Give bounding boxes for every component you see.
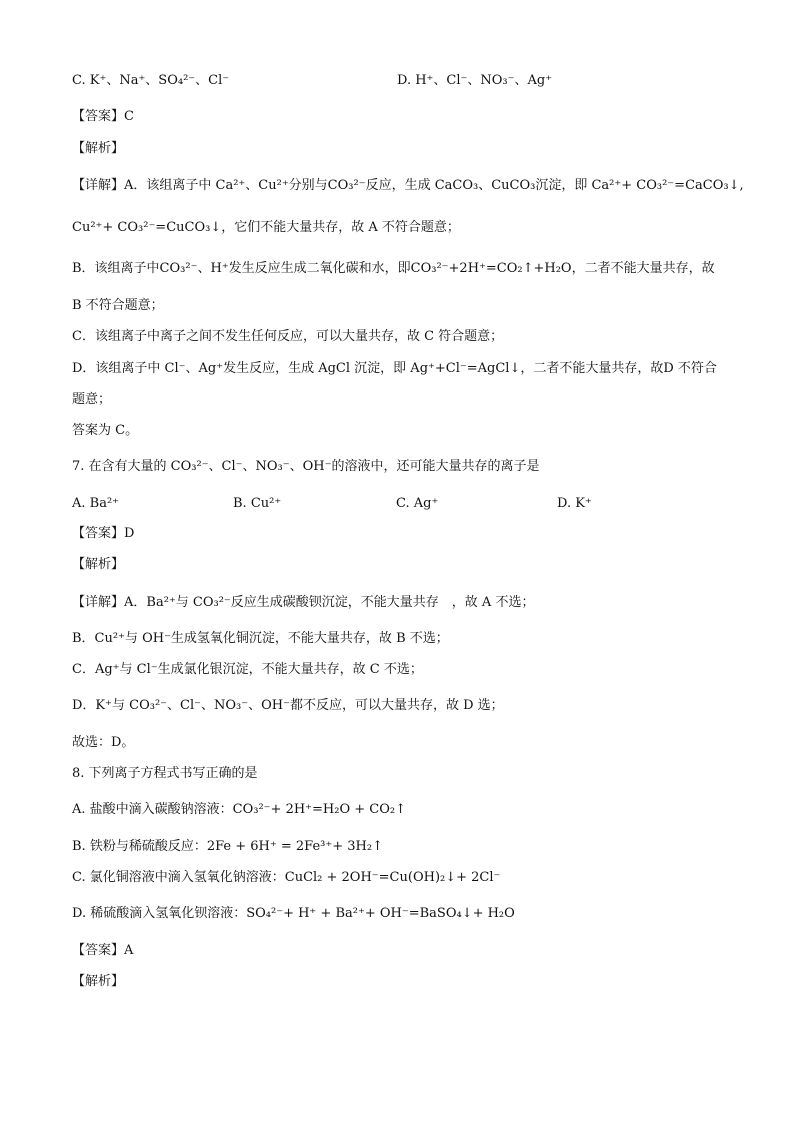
conclusion-line: 故选：D。 (72, 735, 135, 750)
answer-label: 【答案】A (72, 943, 134, 958)
explanation-line: Cu²⁺+ CO₃²⁻=CuCO₃↓，它们不能大量共存，故 A 不符合题意； (72, 220, 460, 235)
explanation-line: 题意； (72, 392, 112, 407)
answer-label: 【答案】C (72, 109, 134, 124)
explanation-line: B．Cu²⁺与 OH⁻生成氢氧化铜沉淀，不能大量共存，故 B 不选； (72, 631, 449, 646)
explanation-line: 【详解】A．该组离子中 Ca²⁺、Cu²⁺分别与CO₃²⁻反应，生成 CaCO₃、CuCO₃沉淀，即 Ca²⁺+ CO₃²⁻=CaCO₃↓, (72, 178, 744, 193)
explanation-line: B．该组离子中CO₃²⁻、H⁺发生反应生成二氧化碳和水，即CO₃²⁻+2H⁺=CO₂↑+H₂O，二者不能大量共存，故 (72, 261, 715, 276)
option-c-line: C. K⁺、Na⁺、SO₄²⁻、Cl⁻ (72, 73, 230, 88)
question-7-option-c: C. Ag⁺ (396, 496, 439, 511)
explanation-line: D．该组离子中 Cl⁻、Ag⁺发生反应，生成 AgCl 沉淀，即 Ag⁺+Cl⁻=AgCl↓，二者不能大量共存，故D 不符合 (72, 361, 717, 376)
explanation-line: B 不符合题意； (72, 298, 164, 313)
conclusion-line: 答案为 C。 (72, 423, 139, 438)
answer-label: 【答案】D (72, 526, 135, 541)
explanation-line: C．Ag⁺与 Cl⁻生成氯化银沉淀，不能大量共存，故 C 不选； (72, 662, 423, 677)
question-7-option-b: B. Cu²⁺ (233, 496, 282, 511)
analysis-label: 【解析】 (72, 557, 125, 572)
question-7-option-a: A. Ba²⁺ (72, 496, 120, 511)
question-8-option-c: C. 氯化铜溶液中滴入氢氧化钠溶液：CuCl₂ + 2OH⁻=Cu(OH)₂↓+ 2Cl⁻ (72, 870, 501, 885)
question-7-option-d: D. K⁺ (557, 496, 592, 511)
question-8-option-b: B. 铁粉与稀硫酸反应：2Fe + 6H⁺ = 2Fe³⁺+ 3H₂↑ (72, 839, 383, 854)
analysis-label: 【解析】 (72, 141, 125, 156)
explanation-line: D．K⁺与 CO₃²⁻、Cl⁻、NO₃⁻、OH⁻都不反应，可以大量共存，故 D 选； (72, 698, 504, 713)
question-7-stem: 7. 在含有大量的 CO₃²⁻、Cl⁻、NO₃⁻、OH⁻的溶液中，还可能大量共存的离子是 (72, 459, 540, 474)
analysis-label: 【解析】 (72, 974, 125, 989)
question-8-stem: 8. 下列离子方程式书写正确的是 (72, 766, 258, 781)
explanation-line: C．该组离子中离子之间不发生任何反应，可以大量共存，故 C 符合题意； (72, 329, 504, 344)
question-8-option-a: A. 盐酸中滴入碳酸钠溶液：CO₃²⁻+ 2H⁺=H₂O + CO₂↑ (72, 802, 407, 817)
explanation-line: 【详解】A．Ba²⁺与 CO₃²⁻反应生成碳酸钡沉淀，不能大量共存 ，故 A 不选； (72, 595, 535, 610)
option-d-line: D. H⁺、Cl⁻、NO₃⁻、Ag⁺ (397, 73, 553, 88)
question-8-option-d: D. 稀硫酸滴入氢氧化钡溶液：SO₄²⁻+ H⁺ + Ba²⁺+ OH⁻=BaSO₄↓+ H₂O (72, 906, 515, 921)
